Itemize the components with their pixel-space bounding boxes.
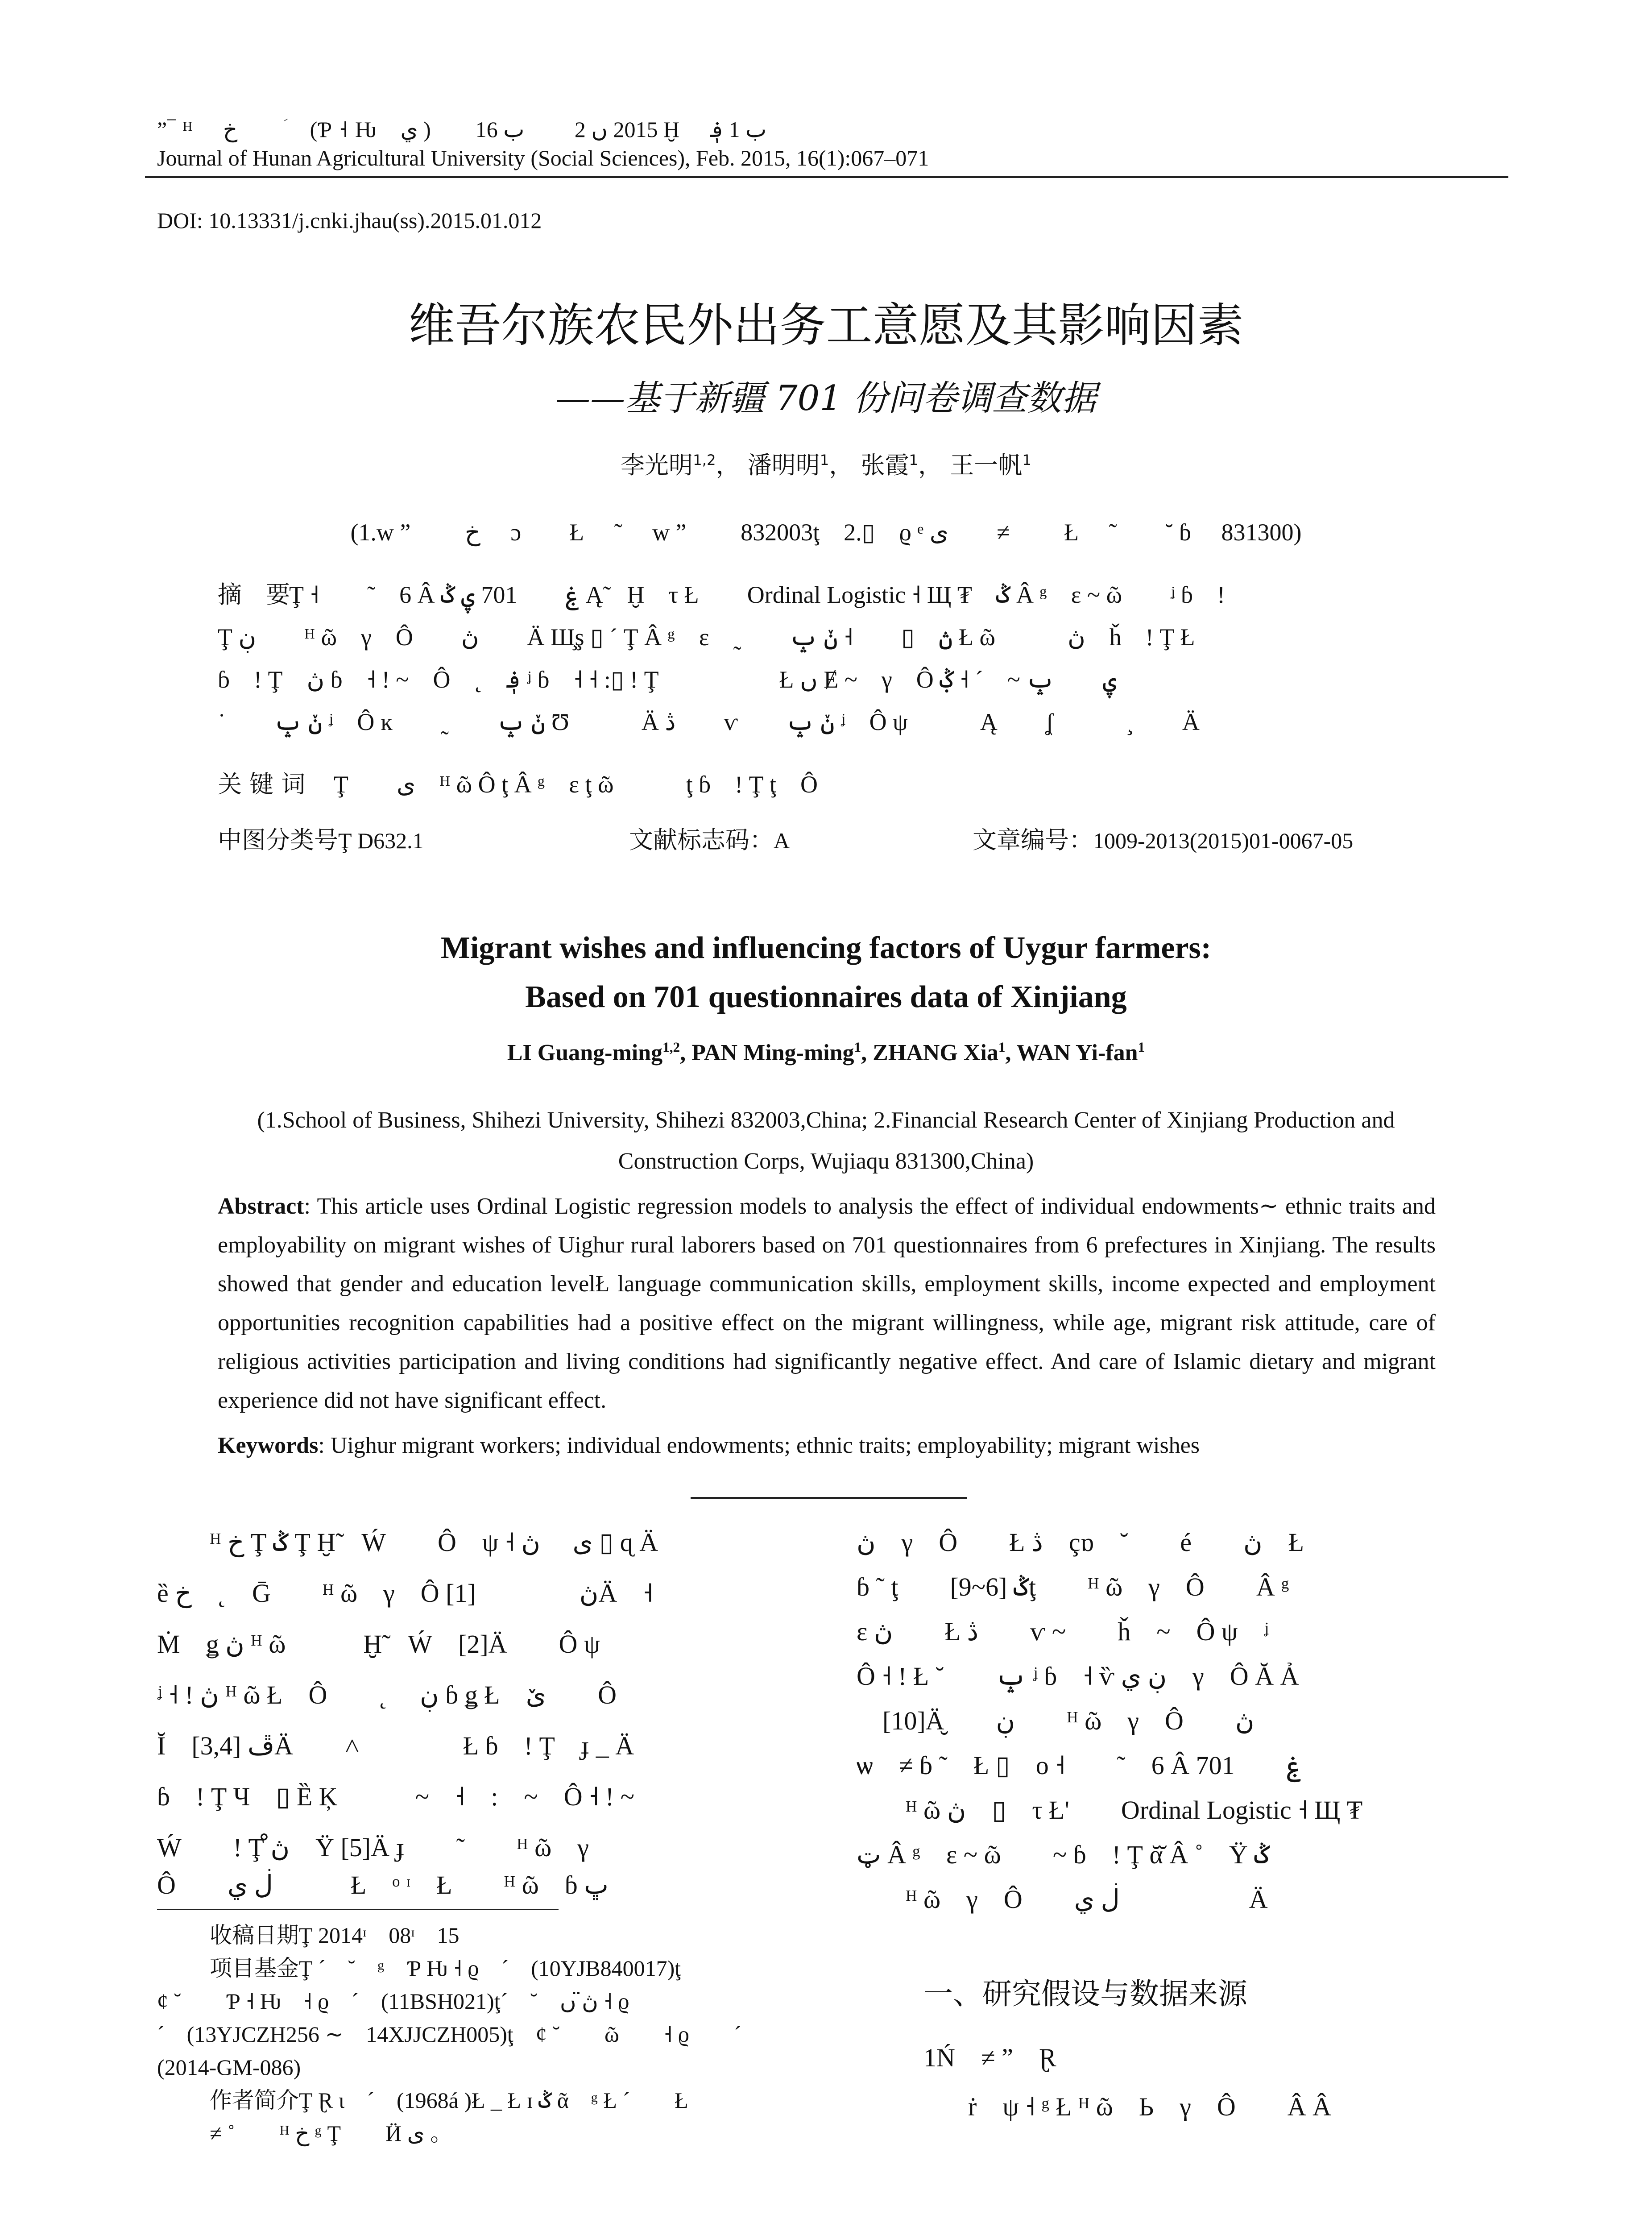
doc-code-value: A: [774, 828, 790, 853]
article-number: [973, 821, 1353, 855]
author-1: 李光明: [621, 451, 693, 479]
authors-zh: [0, 446, 1652, 481]
author-sep: ，: [716, 451, 740, 479]
keywords-zh-label: 关 键 词: [218, 770, 306, 798]
abstract-en-text: : This article uses Ordinal Logistic regression models to analysis the effect of individual endowments∼ ethnic traits and employability on migrant wishes of Uighur rural laborers based on 701 questionnaires from 6 prefectures in Xinjiang. The results showed that gender and education levelŁ language communication skills, employment skills, income expected and employment opportunities recognition capabilities had a positive effect on the migrant willingness, while age, migrant risk attitude, care of religious activities participation and living conditions had significantly negative effect. And care of Islamic dietary and migrant experience did not have significant effect.: [218, 1194, 1459, 1413]
left-column-line-3: Ṁ ǥ ڽ ᴴ ῶ Ḫ̃ Ẃ [2]Ä Ô ψ: [157, 1630, 600, 1659]
author-en-1: LI Guang-ming: [507, 1040, 663, 1066]
header-rule: [145, 176, 1508, 178]
clc-value: Ţ D632.1: [338, 828, 424, 853]
title-zh: 维吾尔族农民外出务工意愿及其影响因素: [408, 298, 1244, 352]
abstract-zh-line-4: ˙ ݩ ݒ ᶨ Ô ĸ ˷ ݩ ݒ Ʊ Ä ڎ ѵ ݩ ݒ ᶨ Ô ψ Ą ʆ ¸ Ä: [218, 709, 1200, 735]
author-en-3-affil: 1: [998, 1039, 1006, 1055]
right-column-last-line: ṙ ψ ˧ ᵍ Ł ᴴ ῶ Ь γ Ô Â Â: [968, 2092, 1332, 2121]
left-column-line-6: ɓ ! Ţ Ч ▯ Ȅ Ķ ~ ˧ : ~ Ô ˧ ! ~: [157, 1782, 635, 1811]
author-en-2-affil: 1: [854, 1039, 861, 1055]
document-code: [629, 821, 790, 855]
left-column-line-5: Ĭ ڦ [3,4]Ä ˄ Ł ɓ ! Ţ ɟ _ Ä: [157, 1731, 634, 1760]
right-column-line-8: ټ Â ᵍ ɛ ~ ῶ ~ ɓ ! Ţ ᾰ̆ Â ˚ Ÿ ݣ: [857, 1840, 1270, 1869]
title-en-line-2: Based on 701 questionnaires data of Xinjiang: [525, 980, 1127, 1014]
left-column-line-2: ȅ خ ˛ Ḡ ᴴ ῶ γ Ô ڽ [1]Ä ˧: [157, 1579, 653, 1608]
author-en-1-affil: 1,2: [662, 1039, 680, 1055]
doi: DOI: 10.13331/j.cnki.jhau(ss).2015.01.012: [157, 208, 542, 233]
author-sep: ，: [918, 451, 943, 479]
author-3-affil: 1: [909, 452, 919, 469]
footnote-fund: 项目基金Ţ ´ ˘ ᵍ Ƥ Ƕ ˧ ϱ ´ (10YJB840017)ţ: [210, 1956, 681, 1981]
keywords-en-text: : Uighur migrant workers; individual endowments; ethnic traits; employability; migrant wishes: [318, 1433, 1200, 1458]
article-number-label: 文章编号：: [973, 826, 1093, 854]
author-en-2: PAN Ming-ming: [691, 1040, 854, 1066]
author-2-affil: 1: [820, 452, 829, 469]
author-en-sep: ,: [1005, 1040, 1017, 1066]
author-2: 潘明明: [747, 451, 820, 479]
footnote-author-bio-2: ≠ ˚ ᴴ خ ᵍ Ţ Ӥ ى 。: [210, 2121, 453, 2146]
author-en-4: WAN Yi-fan: [1016, 1040, 1138, 1066]
section-divider: [691, 1497, 967, 1499]
abstract-zh-label: 摘 要: [218, 581, 290, 609]
right-column-line-6: ѡ ≠ ɓ ˜ Ł ▯ o ˧ ˜ 6 Â ۼ 701: [857, 1751, 1302, 1780]
doc-code-label: 文献标志码：: [629, 826, 774, 854]
authors-en: [0, 1040, 1652, 1066]
subtitle-zh: ——基于新疆 701 份问卷调查数据: [555, 378, 1097, 419]
left-column-line-7: Ẃ ! Ţ ڽ̊ Ÿ [5]Ä ɟ ˜ ᴴ ῶ γ: [157, 1833, 589, 1862]
keywords-en: [218, 1432, 1436, 1459]
affiliation-en: (1.School of Business, Shihezi University, Shihezi 832003,China; 2.Financial Research Center of Xinjiang Production and Construction Corps, Wujiaqu 831300,China): [257, 1107, 1395, 1174]
subsection-heading: 1Ń ≠ ” Ɽ: [923, 2043, 1056, 2072]
author-en-3: ZHANG Xia: [873, 1040, 998, 1066]
abstract-en: [218, 1187, 1459, 1420]
abstract-zh-line-1: Ţ ˧ ˜ 6 Â ۼ 701 ۑ ݣ Ą̃ Ḫ τ Ł Ordinal Logistic ˧ Щ ₮ ݣ Â ᵍ ɛ ~ ῶ ᶨ ɓ !: [289, 581, 1226, 608]
keywords-zh-text: Ţ ى ᴴ ῶ Ô ţ Â ᵍ ɛ ţ ῶ ţ ɓ ! Ţ ţ Ô: [334, 771, 818, 798]
right-column-line-2: ɓ ˜ ţ ݣ [6~9]ţ ᴴ ῶ γ Ô Â ᵍ: [857, 1572, 1289, 1601]
footnote-fund-3: ´ (13YJCZH256 ∼ 14XJJCZH005)ţ ȼ ˘ ῶ ˧ ϱ ´: [157, 2022, 741, 2047]
section-heading: 一、研究假设与数据来源: [923, 1977, 1247, 2011]
abstract-en-label: Abstract: [218, 1194, 304, 1219]
author-4-affil: 1: [1022, 452, 1031, 469]
left-column-line-8: Ô ڶ ي Ł ᵒ ᶦ Ł ᴴ ῶ ɓ ڀ: [157, 1870, 609, 1899]
footnote-fund-4: (2014-GM-086): [157, 2055, 301, 2080]
journal-header-zh: ”‾ ᴴ خ ؘ (Ƥ ˧ Ƕ ي ) 2015 ں 2 ب 16 Ḫ ب 1 ؋: [157, 117, 767, 142]
right-column-line-7: ᴴ ῶ ڽ ▯ τ Ł' Ordinal Logistic ˧ Щ ₮: [906, 1796, 1363, 1825]
left-column-line-1: ᴴ خ Ţ ݣ Ţ Ḫ̃ Ẃ Ô ψ ˧ ى ڽ ▯ ɋ Ä: [210, 1528, 658, 1557]
right-column-line-4: Ô ˧ ! Ł ˘ ݒ ᶨ ɓ ˧ ѷ ڹ ي γ Ô Ă Ả: [857, 1662, 1299, 1691]
affiliation-zh: (1.w ” خ ɔ Ł ˜ w ” 832003ţ 2.▯ ϱ ᵉ ى ≠ Ł ˜ ˘ ɓ 831300): [350, 519, 1302, 546]
abstract-zh-line-2: Ţ ڹ ᴴ ῶ γ Ô ڽ Ä Ш̧ş ▯ ´ Ţ Â ᵍ ɛ ˷ ڽ ▯ ˧ ݩ ݒ Ł ῶ ڽ ȟ ! Ţ Ł: [218, 624, 1195, 651]
right-column-line-1: ڽ γ Ô Ł ڎ çɒ ˘ é ڽ Ł: [857, 1528, 1304, 1557]
author-en-4-affil: 1: [1138, 1039, 1145, 1055]
footnote-author-bio: 作者简介Ţ Ɽ ɩ ´ (1968á )Ł _ Ł ɪ ݣ ᾶ ᵍ Ł ´ Ł: [210, 2088, 688, 2113]
clc-number: [218, 821, 424, 855]
title-en-line-1: Migrant wishes and influencing factors of Uygur farmers:: [440, 931, 1212, 965]
keywords-en-label: Keywords: [218, 1433, 319, 1458]
clc-label: 中图分类号: [218, 826, 338, 854]
abstract-zh-line-3: ɓ ! Ţ ڽ ɓ ˧ ! ~ Ô ˛ ؋ ᶨ ɓ ˧ ˧ :▯ ! Ţ Ł ں Ɇ ~ γ Ô ۑ ݒ ~ ´ ˧ ݣ̣: [218, 666, 1117, 693]
right-column-line-5: [10]Ä̮ ڹ ᴴ ῶ γ Ô ڽ: [857, 1706, 1255, 1735]
right-column-line-9: ᴴ ῶ γ Ô ڶ ي Ä: [906, 1885, 1268, 1914]
author-1-affil: 1,2: [693, 452, 716, 469]
left-column-line-4: ᶨ ˧ ! ڽ ᴴ ῶ Ł Ô ˛ ڹ ɓ ǥ Ł ێ Ô: [157, 1680, 617, 1709]
author-en-sep: ,: [861, 1040, 873, 1066]
author-4: 王一帆: [950, 451, 1023, 479]
article-number-value: 1009-2013(2015)01-0067-05: [1093, 828, 1354, 853]
journal-header-en: Journal of Hunan Agricultural University (Social Sciences), Feb. 2015, 16(1):067–071: [157, 145, 929, 170]
author-en-sep: ,: [680, 1040, 692, 1066]
author-sep: ，: [829, 451, 853, 479]
author-3: 张霞: [861, 451, 909, 479]
footnote-fund-2: ȼ ˘ Ƥ ˧ Ƕ ˧ ϱ ´ (11BSH021)ţ´ ˘ ڽ̈ ں ˧ ϱ: [157, 1989, 629, 2014]
footnote-rule: [157, 1909, 559, 1910]
footnote-received: 收稿日期Ţ 2014ᶦ 08ᶦ 15: [210, 1923, 460, 1948]
right-column-line-3: ɛ ڽ Ł ڎ ѵ ~ ȟ ~ Ô ψ ᶨ: [857, 1617, 1269, 1646]
